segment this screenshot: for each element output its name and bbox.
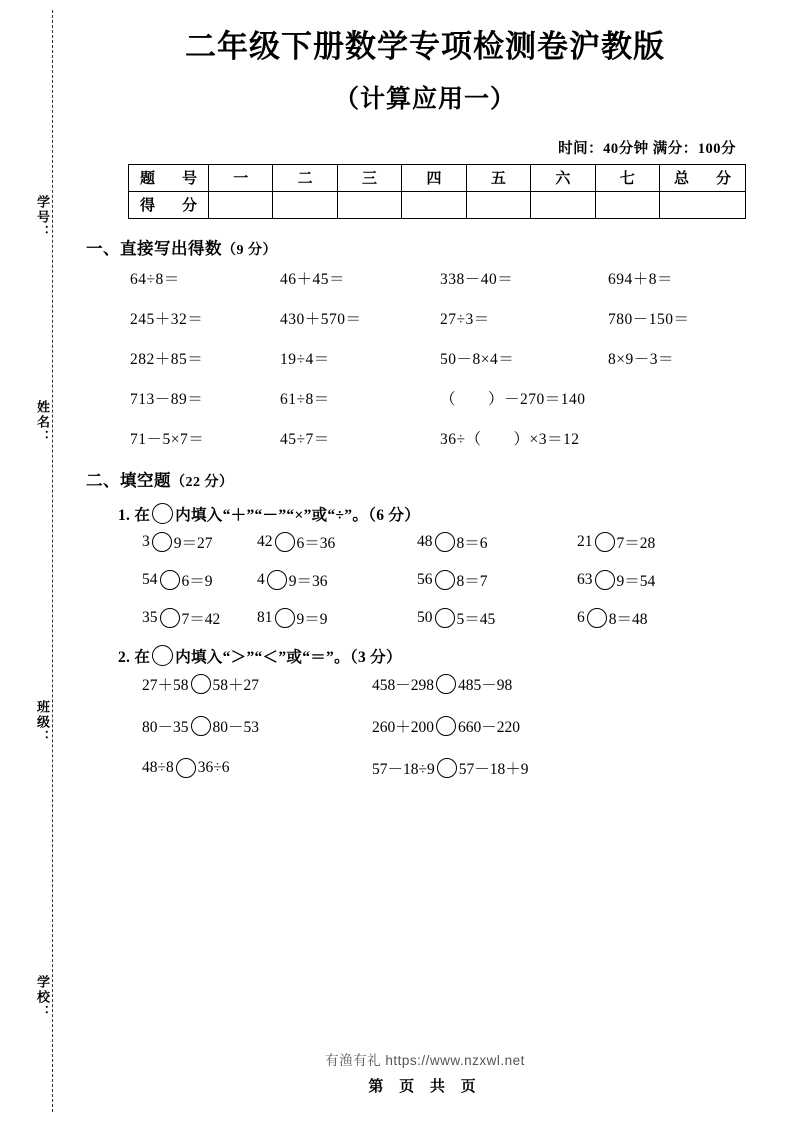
operand-right: 9＝9 <box>296 610 328 628</box>
problem-item: （ ）－270＝140 <box>440 390 586 408</box>
question-2-1-prompt <box>118 503 778 525</box>
problem-item: 45÷7＝ <box>280 430 330 448</box>
section-2-heading <box>86 467 778 491</box>
student-info-labels <box>26 0 52 1122</box>
problem-row <box>72 757 778 779</box>
answer-circle-icon[interactable] <box>275 532 295 552</box>
answer-circle-icon[interactable] <box>437 758 457 778</box>
operand-left: 3 <box>142 532 150 550</box>
problem-item <box>257 607 417 629</box>
operand-right: 8＝7 <box>456 572 488 590</box>
cut-line <box>52 10 53 1112</box>
operand-left: 35 <box>142 608 158 626</box>
operand-left: 48÷8 <box>142 758 174 776</box>
score-input-cell[interactable] <box>531 191 595 218</box>
operand-left: 80－35 <box>142 718 189 736</box>
problem-item: 338－40＝ <box>440 270 514 288</box>
problem-item: 61÷8＝ <box>280 390 330 408</box>
problem-item <box>577 531 727 553</box>
problem-row <box>72 569 778 591</box>
circle-icon <box>152 645 173 666</box>
section-1-problems <box>72 267 778 449</box>
table-row <box>129 164 746 191</box>
operand-right: 6＝36 <box>296 534 336 552</box>
score-header-cell: 一 <box>209 164 273 191</box>
problem-item: 36÷（ ）×3＝12 <box>440 430 580 448</box>
problem-item <box>417 531 577 553</box>
problem-item: 8×9－3＝ <box>608 350 674 368</box>
operand-left: 42 <box>257 532 273 550</box>
score-input-cell[interactable] <box>209 191 273 218</box>
answer-circle-icon[interactable] <box>436 716 456 736</box>
problem-row <box>72 607 778 629</box>
operand-right: 485－98 <box>458 676 513 694</box>
answer-circle-icon[interactable] <box>191 716 211 736</box>
answer-circle-icon[interactable] <box>176 758 196 778</box>
problem-item <box>608 427 778 449</box>
operand-right: 80－53 <box>212 718 260 736</box>
operand-right: 9＝54 <box>616 572 656 590</box>
problem-item <box>372 715 702 737</box>
answer-circle-icon[interactable] <box>275 608 295 628</box>
problem-item: 282＋85＝ <box>130 350 204 368</box>
problem-item <box>417 607 577 629</box>
score-header-cell: 四 <box>402 164 466 191</box>
circle-icon <box>152 503 173 524</box>
question-2-2-items <box>72 673 778 779</box>
problem-item <box>72 673 372 695</box>
score-input-cell[interactable] <box>273 191 337 218</box>
operand-left: 260＋200 <box>372 718 435 736</box>
operand-left: 63 <box>577 570 593 588</box>
score-input-cell[interactable] <box>402 191 466 218</box>
question-2-1-label-a: 1. 在 <box>118 506 151 524</box>
operand-left: 27＋58 <box>142 676 189 694</box>
operand-right: 8＝6 <box>456 534 488 552</box>
problem-item <box>577 607 727 629</box>
page-subtitle: （计算应用一） <box>333 85 516 113</box>
problem-row <box>72 715 778 737</box>
label-student-name: 姓名： <box>35 400 50 445</box>
answer-circle-icon[interactable] <box>435 532 455 552</box>
table-row <box>129 191 746 218</box>
page-number: 第 页 共 页 <box>368 1079 482 1095</box>
operand-left: 50 <box>417 608 433 626</box>
problem-row <box>72 347 778 369</box>
page-title: 二年级下册数学专项检测卷沪教版 <box>185 29 665 64</box>
section-1-title: 一、直接写出得数 <box>86 238 222 258</box>
exam-page <box>72 0 778 1122</box>
question-2-2-prompt <box>118 645 778 667</box>
problem-item: 245＋32＝ <box>130 310 204 328</box>
problem-row <box>72 531 778 553</box>
answer-circle-icon[interactable] <box>160 608 180 628</box>
problem-item: 713－89＝ <box>130 390 204 408</box>
problem-item <box>72 715 372 737</box>
problem-item: 64÷8＝ <box>130 270 180 288</box>
operand-left: 4 <box>257 570 265 588</box>
score-header-cell: 题 号 <box>129 164 209 191</box>
section-1-heading <box>86 235 778 259</box>
question-2-2-label-a: 2. 在 <box>118 648 151 666</box>
problem-item: 430＋570＝ <box>280 310 362 328</box>
answer-circle-icon[interactable] <box>160 570 180 590</box>
exam-meta: 时间：40分钟 满分：100分 <box>558 140 736 157</box>
score-header-cell: 总 分 <box>660 164 746 191</box>
answer-circle-icon[interactable] <box>595 532 615 552</box>
problem-item <box>372 757 702 779</box>
score-table <box>128 164 746 219</box>
problem-item: 46＋45＝ <box>280 270 346 288</box>
answer-circle-icon[interactable] <box>587 608 607 628</box>
operand-left: 54 <box>142 570 158 588</box>
problem-item: 19÷4＝ <box>280 350 330 368</box>
problem-item <box>257 569 417 591</box>
page-footer <box>72 1049 778 1096</box>
operand-right: 9＝27 <box>173 534 213 552</box>
problem-item: 694＋8＝ <box>608 270 674 288</box>
answer-circle-icon[interactable] <box>152 532 172 552</box>
score-header-cell: 六 <box>531 164 595 191</box>
problem-item <box>257 531 417 553</box>
score-header-cell: 七 <box>595 164 659 191</box>
label-student-id: 学号： <box>35 195 50 240</box>
operand-right: 7＝42 <box>181 610 221 628</box>
problem-row <box>72 673 778 695</box>
problem-row <box>72 387 778 409</box>
label-school: 学校： <box>35 975 50 1020</box>
score-input-cell[interactable] <box>466 191 530 218</box>
label-class: 班级： <box>35 700 50 745</box>
operand-right: 57－18＋9 <box>458 760 529 778</box>
score-header-cell: 二 <box>273 164 337 191</box>
operand-right: 58＋27 <box>212 676 260 694</box>
operand-right: 660－220 <box>458 718 521 736</box>
problem-item <box>72 531 257 553</box>
answer-circle-icon[interactable] <box>595 570 615 590</box>
operand-left: 458－298 <box>372 676 435 694</box>
score-total-cell[interactable] <box>660 191 746 218</box>
problem-item <box>72 569 257 591</box>
problem-item: 27÷3＝ <box>440 310 490 328</box>
operand-left: 6 <box>577 608 585 626</box>
score-table-wrap <box>104 164 746 219</box>
problem-item <box>417 569 577 591</box>
score-input-cell[interactable] <box>337 191 401 218</box>
answer-circle-icon[interactable] <box>436 674 456 694</box>
question-2-1-items <box>72 531 778 629</box>
answer-circle-icon[interactable] <box>191 674 211 694</box>
problem-item <box>72 758 372 778</box>
answer-circle-icon[interactable] <box>435 570 455 590</box>
operand-left: 56 <box>417 570 433 588</box>
problem-item <box>72 607 257 629</box>
operand-left: 48 <box>417 532 433 550</box>
answer-circle-icon[interactable] <box>267 570 287 590</box>
operand-right: 6＝9 <box>181 572 213 590</box>
watermark-text: 有渔有礼 https://www.nzxwl.net <box>325 1053 525 1068</box>
problem-item <box>608 387 778 409</box>
problem-item: 780－150＝ <box>608 310 690 328</box>
operand-left: 21 <box>577 532 593 550</box>
operand-left: 57－18÷9 <box>372 760 435 778</box>
problem-item <box>372 673 702 695</box>
score-label-cell: 得 分 <box>129 191 209 218</box>
question-2-1-label-b: 内填入“＋”“－”“×”或“÷”。（6 分） <box>175 506 421 524</box>
question-2-2-label-b: 内填入“＞”“＜”或“＝”。（3 分） <box>175 648 402 666</box>
problem-item: 71－5×7＝ <box>130 430 205 448</box>
section-2-title: 二、填空题 <box>86 470 171 490</box>
section-1-points: （9 分） <box>222 242 277 258</box>
problem-item: 50－8×4＝ <box>440 350 515 368</box>
score-input-cell[interactable] <box>595 191 659 218</box>
answer-circle-icon[interactable] <box>435 608 455 628</box>
operand-right: 7＝28 <box>616 534 656 552</box>
problem-row <box>72 267 778 289</box>
score-header-cell: 五 <box>466 164 530 191</box>
operand-right: 9＝36 <box>288 572 328 590</box>
problem-row <box>72 427 778 449</box>
section-2-points: （22 分） <box>171 474 234 490</box>
problem-item <box>577 569 727 591</box>
problem-row <box>72 307 778 329</box>
operand-right: 5＝45 <box>456 610 496 628</box>
score-header-cell: 三 <box>337 164 401 191</box>
operand-right: 8＝48 <box>608 610 648 628</box>
operand-right: 36÷6 <box>197 758 230 776</box>
operand-left: 81 <box>257 608 273 626</box>
